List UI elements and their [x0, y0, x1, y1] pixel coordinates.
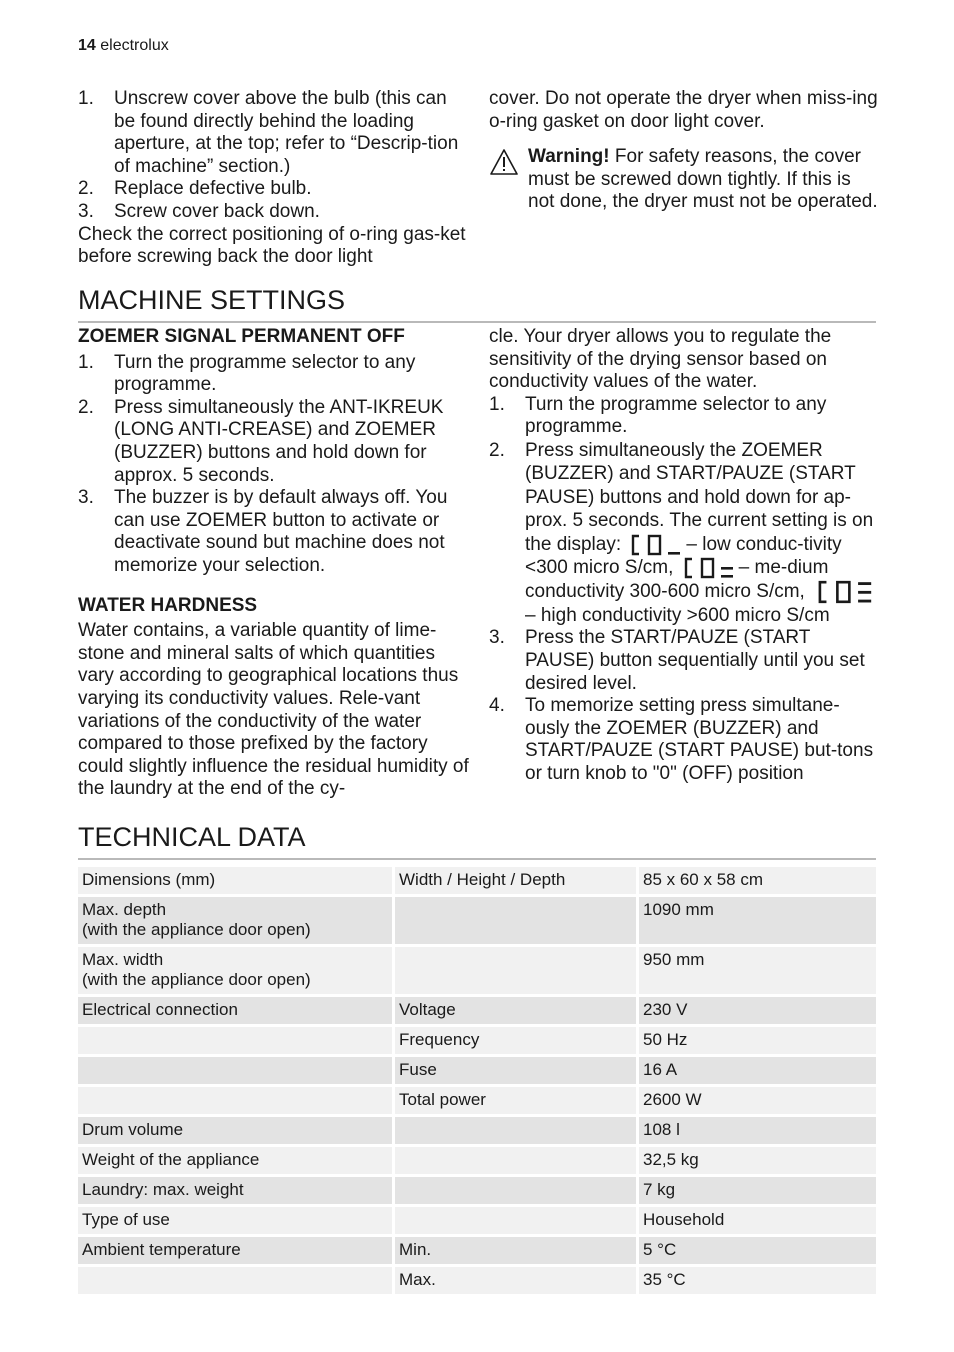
table-cell: 230 V — [638, 996, 877, 1026]
table-cell: 2600 W — [638, 1086, 877, 1116]
table-row — [78, 946, 876, 996]
table-cell — [394, 896, 638, 946]
cover-warning-column — [489, 88, 879, 214]
page-header — [78, 37, 169, 55]
table-row — [78, 1026, 876, 1056]
table-cell: Household — [638, 1206, 877, 1236]
table-cell: Width / Height / Depth — [394, 867, 638, 896]
zoemer-steps-list — [78, 352, 470, 578]
low-conductivity-display-icon — [630, 534, 682, 556]
table-cell: 950 mm — [638, 946, 877, 996]
table-row — [78, 1146, 876, 1176]
zoemer-heading: ZOEMER SIGNAL PERMANENT OFF — [78, 326, 405, 347]
conductivity-steps-list — [489, 394, 881, 786]
table-cell: Drum volume — [78, 1116, 394, 1146]
list-item: 3. Press the START/PAUZE (START PAUSE) button sequentially until you set desired level. — [489, 627, 865, 694]
table-row — [78, 1056, 876, 1086]
technical-data-table — [78, 867, 876, 1297]
cover-paragraph: cover. Do not operate the dryer when miss-ing o-ring gasket on door light cover. — [489, 88, 878, 132]
technical-data-title: TECHNICAL DATA — [78, 822, 306, 852]
table-cell: 16 A — [638, 1056, 877, 1086]
water-hardness-heading: WATER HARDNESS — [78, 594, 258, 616]
list-item: 3. Screw cover back down. — [78, 200, 320, 222]
list-item: 3. The buzzer is by default always off. You can use ZOEMER button to activate or deactivate sound but machine does not memorize your selection. — [78, 487, 448, 576]
table-cell: Voltage — [394, 996, 638, 1026]
table-cell — [78, 1026, 394, 1056]
water-hardness-paragraph: Water contains, a variable quantity of lime-stone and mineral salts of which quantities vary according to geographical locations thus varying its conductivity values. Rele-vant variations of the conductivity of the water compared to those prefixed by the factory could slightly influence the residual humidity of the laundry at the end of the cy- — [78, 620, 469, 800]
medium-conductivity-display-icon — [683, 557, 735, 579]
table-cell: Max. depth (with the appliance door open) — [78, 896, 394, 946]
table-cell: 5 °C — [638, 1236, 877, 1266]
table-cell: 85 x 60 x 58 cm — [638, 867, 877, 896]
table-cell: Total power — [394, 1086, 638, 1116]
water-hardness-paragraph-cont: cle. Your dryer allows you to regulate the sensitivity of the drying sensor based on conductivity values of the water. — [489, 326, 832, 393]
bulb-replacement-column — [78, 88, 466, 269]
table-cell — [394, 1206, 638, 1236]
section-divider — [78, 858, 876, 860]
warning-text: For safety reasons, the cover must be screwed down tightly. If this is not done, the dryer must not be operated. — [528, 146, 878, 213]
warning-label: Warning! — [528, 146, 610, 168]
table-cell: Frequency — [394, 1026, 638, 1056]
warning-box — [489, 146, 879, 214]
zoemer-column — [78, 326, 470, 801]
table-cell: Max. width (with the appliance door open) — [78, 946, 394, 996]
table-row — [78, 1116, 876, 1146]
list-item: 1. Turn the programme selector to any programme. — [78, 351, 416, 396]
table-cell: Fuse — [394, 1056, 638, 1086]
list-item: 1. Turn the programme selector to any programme. — [489, 393, 827, 438]
page-number: 14 — [78, 37, 96, 54]
table-row — [78, 1266, 876, 1296]
table-cell: Dimensions (mm) — [78, 867, 394, 896]
table-cell: 50 Hz — [638, 1026, 877, 1056]
table-row — [78, 1176, 876, 1206]
table-row — [78, 1206, 876, 1236]
list-item: 2. Press simultaneously the ZOEMER (BUZZER) and START/PAUZE (START PAUSE) buttons and hold down for ap-prox. 5 seconds. The current setting is on the display: – low conduc-tivity <300 micro S/cm, – me-dium conductivity 300-600 micro S/cm, – high conductivity >600 micro S/cm — [489, 439, 881, 628]
table-cell: 32,5 kg — [638, 1146, 877, 1176]
table-cell: 7 kg — [638, 1176, 877, 1206]
list-item: 1. Unscrew cover above the bulb (this can be found directly behind the loading aperture, at the top; refer to “Descrip-tion of machine” section.) — [78, 88, 459, 177]
high-conductivity-display-icon — [814, 580, 876, 604]
table-cell: Ambient temperature — [78, 1236, 394, 1266]
table-cell: Type of use — [78, 1206, 394, 1236]
table-row — [78, 867, 876, 896]
gasket-paragraph: Check the correct positioning of o-ring gas-ket before screwing back the door light — [78, 223, 466, 268]
brand-name: electrolux — [100, 37, 169, 54]
list-item: 2. Press simultaneously the ANT-IKREUK (LONG ANTI-CREASE) and ZOEMER (BUZZER) buttons and hold down for approx. 5 seconds. — [78, 396, 444, 486]
bulb-steps-list — [78, 88, 466, 224]
table-row — [78, 1086, 876, 1116]
table-cell: 35 °C — [638, 1266, 877, 1296]
table-cell — [394, 1116, 638, 1146]
table-cell: Min. — [394, 1236, 638, 1266]
table-cell — [78, 1086, 394, 1116]
table-row — [78, 996, 876, 1026]
table-cell — [394, 1146, 638, 1176]
conductivity-column — [489, 326, 881, 786]
warning-triangle-icon — [489, 148, 519, 176]
list-item: 4. To memorize setting press simultane-ously the ZOEMER (BUZZER) and START/PAUZE (START PAUSE) but-tons or turn knob to "0" (OFF) position — [489, 695, 874, 785]
machine-settings-title: MACHINE SETTINGS — [78, 285, 346, 315]
list-item: 2. Replace defective bulb. — [78, 178, 312, 200]
table-row — [78, 1236, 876, 1266]
table-row — [78, 896, 876, 946]
table-cell — [394, 1176, 638, 1206]
table-cell: 1090 mm — [638, 896, 877, 946]
table-cell: Max. — [394, 1266, 638, 1296]
table-cell — [78, 1056, 394, 1086]
section-divider — [78, 321, 876, 323]
table-cell: Laundry: max. weight — [78, 1176, 394, 1206]
table-cell: Weight of the appliance — [78, 1146, 394, 1176]
table-cell: 108 l — [638, 1116, 877, 1146]
table-cell — [78, 1266, 394, 1296]
table-cell — [394, 946, 638, 996]
table-cell: Electrical connection — [78, 996, 394, 1026]
